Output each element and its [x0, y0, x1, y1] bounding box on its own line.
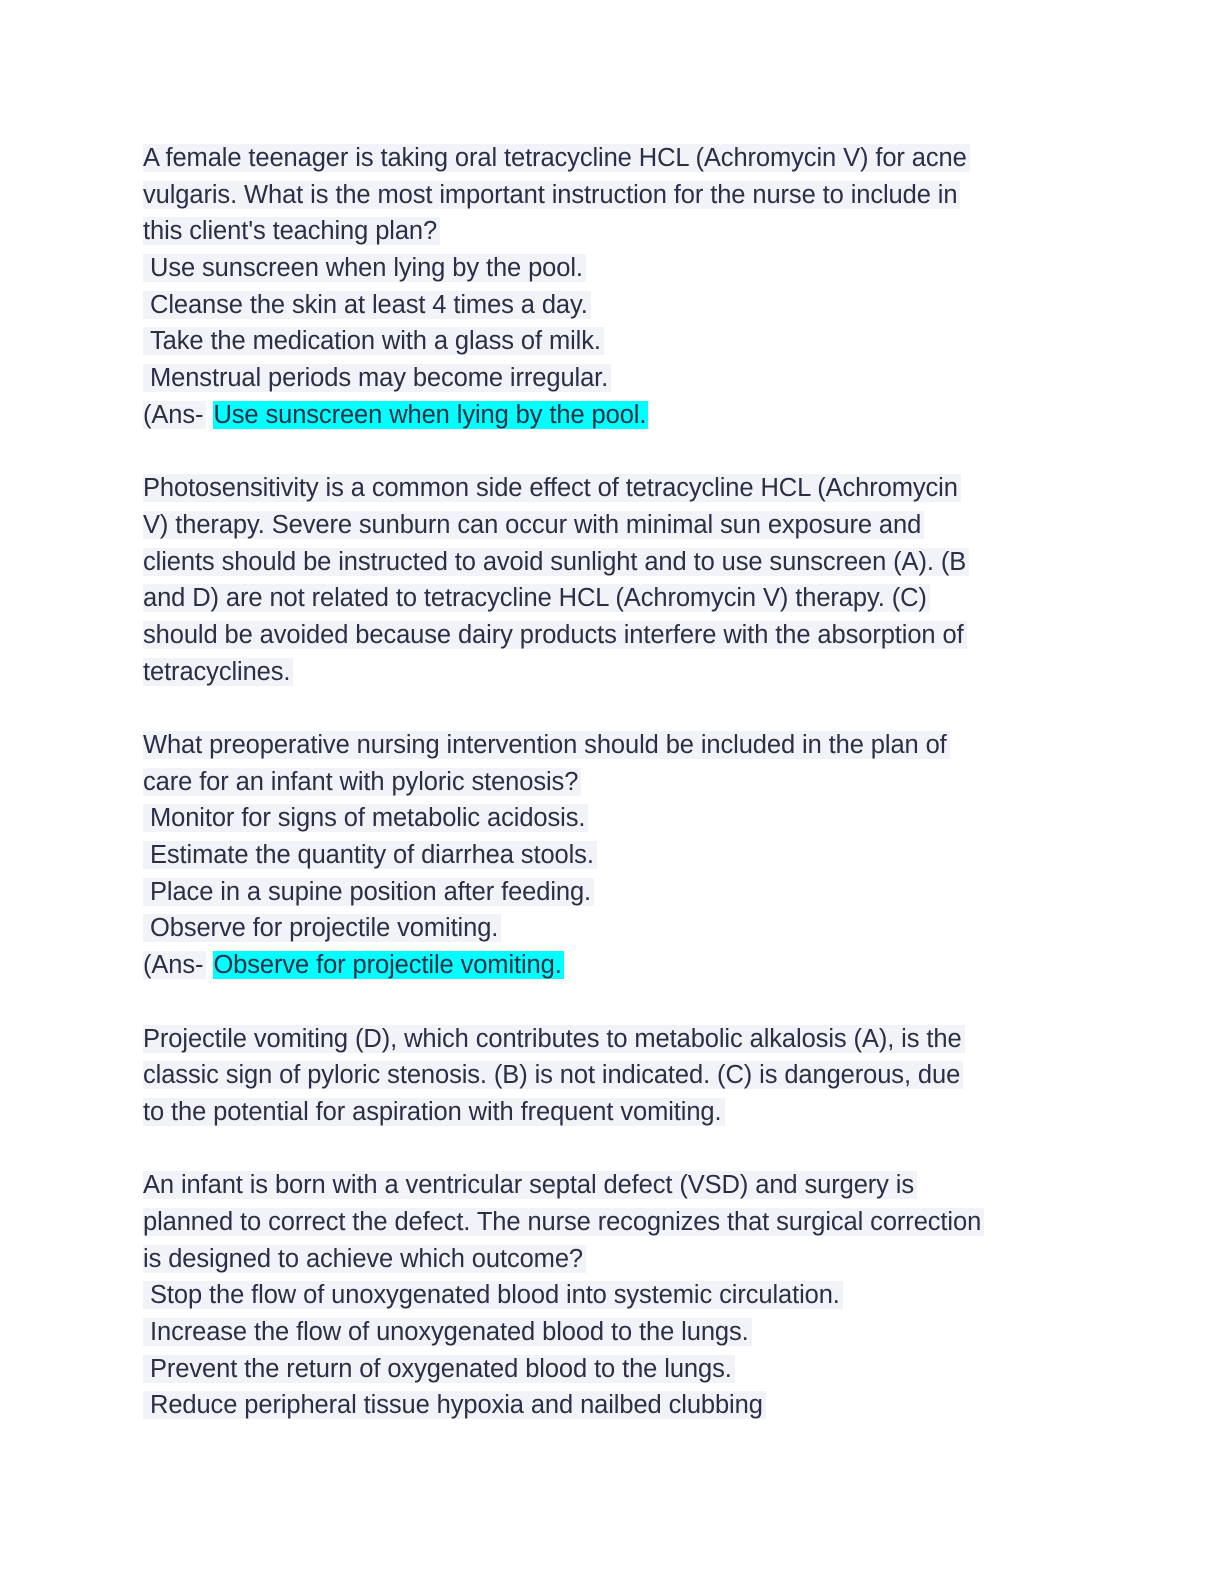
rationale-line: and D) are not related to tetracycline HCL (Achromycin V) therapy. (C) — [143, 580, 1083, 617]
answer-option: Reduce peripheral tissue hypoxia and nailbed clubbing — [143, 1387, 1083, 1424]
document-page — [143, 140, 1083, 1424]
answer-line — [143, 397, 1083, 434]
rationale-line: should be avoided because dairy products interfere with the absorption of — [143, 617, 1083, 654]
answer-option: Cleanse the skin at least 4 times a day. — [143, 287, 1083, 324]
answer-highlight: Observe for projectile vomiting. — [213, 951, 562, 980]
rationale-1 — [143, 470, 1083, 690]
question-block-2 — [143, 727, 1083, 1131]
question-line: An infant is born with a ventricular septal defect (VSD) and surgery is — [143, 1167, 1083, 1204]
question-line: planned to correct the defect. The nurse recognizes that surgical correction — [143, 1204, 1083, 1241]
rationale-line: V) therapy. Severe sunburn can occur with minimal sun exposure and — [143, 507, 1083, 544]
answer-option: Take the medication with a glass of milk. — [143, 323, 1083, 360]
rationale-line: to the potential for aspiration with frequent vomiting. — [143, 1094, 1083, 1131]
answer-prefix: (Ans- — [143, 951, 206, 979]
question-line: is designed to achieve which outcome? — [143, 1241, 1083, 1278]
answer-option: Increase the flow of unoxygenated blood to the lungs. — [143, 1314, 1083, 1351]
question-line: this client's teaching plan? — [143, 213, 1083, 250]
answer-option: Prevent the return of oxygenated blood to the lungs. — [143, 1351, 1083, 1388]
answer-option: Place in a supine position after feeding. — [143, 874, 1083, 911]
question-block-1 — [143, 140, 1083, 690]
rationale-line: clients should be instructed to avoid sunlight and to use sunscreen (A). (B — [143, 544, 1083, 581]
question-line: care for an infant with pyloric stenosis? — [143, 764, 1083, 801]
rationale-line: Photosensitivity is a common side effect of tetracycline HCL (Achromycin — [143, 470, 1083, 507]
answer-prefix: (Ans- — [143, 401, 206, 429]
question-line: vulgaris. What is the most important instruction for the nurse to include in — [143, 177, 1083, 214]
answer-option: Menstrual periods may become irregular. — [143, 360, 1083, 397]
answer-option: Observe for projectile vomiting. — [143, 910, 1083, 947]
answer-option: Estimate the quantity of diarrhea stools. — [143, 837, 1083, 874]
rationale-line: Projectile vomiting (D), which contributes to metabolic alkalosis (A), is the — [143, 1021, 1083, 1058]
rationale-line: classic sign of pyloric stenosis. (B) is not indicated. (C) is dangerous, due — [143, 1057, 1083, 1094]
rationale-line: tetracyclines. — [143, 654, 1083, 691]
answer-line — [143, 947, 1083, 984]
rationale-2 — [143, 1021, 1083, 1131]
answer-option: Use sunscreen when lying by the pool. — [143, 250, 1083, 287]
question-line: A female teenager is taking oral tetracycline HCL (Achromycin V) for acne — [143, 140, 1083, 177]
question-block-3 — [143, 1167, 1083, 1424]
answer-option: Monitor for signs of metabolic acidosis. — [143, 800, 1083, 837]
answer-option: Stop the flow of unoxygenated blood into systemic circulation. — [143, 1277, 1083, 1314]
answer-highlight: Use sunscreen when lying by the pool. — [213, 400, 647, 429]
question-line: What preoperative nursing intervention should be included in the plan of — [143, 727, 1083, 764]
